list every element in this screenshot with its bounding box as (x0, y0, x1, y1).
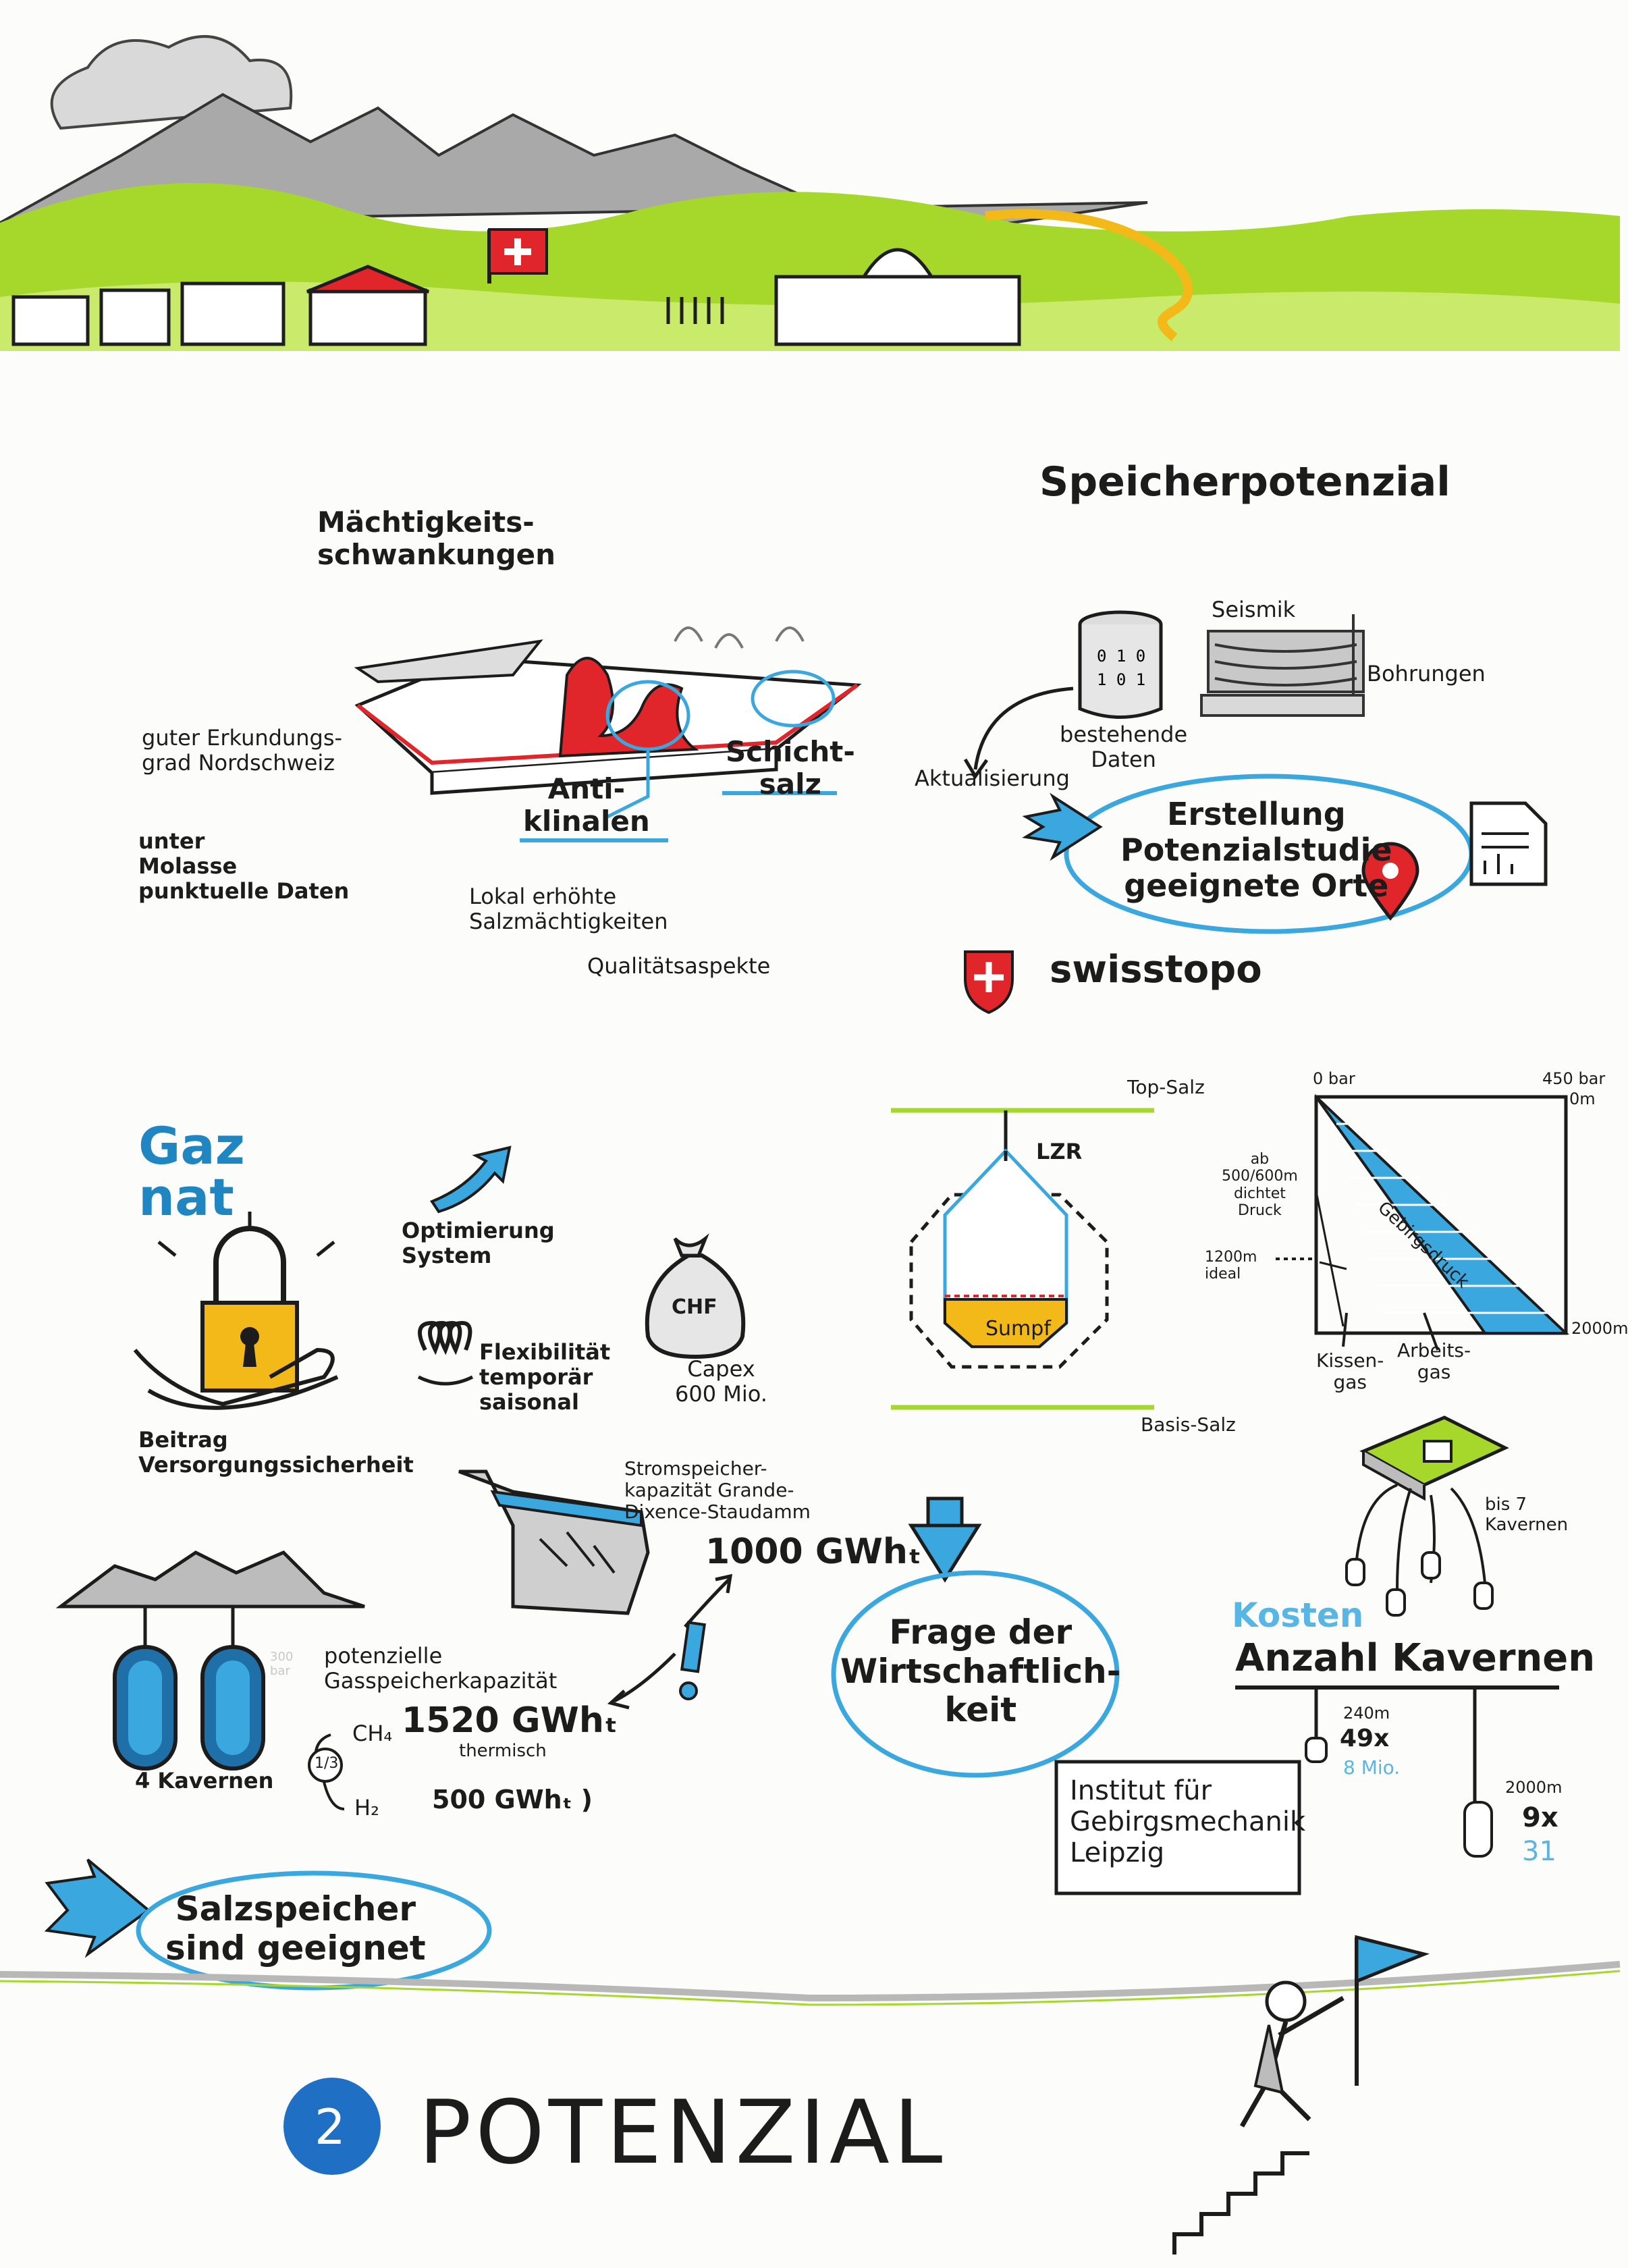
label-kissengas: Kissen- gas (1316, 1349, 1384, 1394)
dam-drawing (459, 1472, 648, 1613)
label-gebirgsdruck: Gebirgsdruck (1374, 1197, 1473, 1293)
label-500-gwh: 500 GWhₜ ) (432, 1785, 593, 1814)
label-sumpf: Sumpf (985, 1317, 1051, 1341)
label-kosten: Kosten (1232, 1596, 1364, 1635)
label-aktualisierung: Aktualisierung (915, 765, 1070, 791)
label-optimierung: Optimierung System (402, 1218, 555, 1268)
label-2000m-cost: 2000m (1505, 1778, 1563, 1797)
label-1000-gwh: 1000 GWhₜ (705, 1532, 922, 1572)
label-top-salz: Top-Salz (1127, 1076, 1205, 1098)
label-guter-erkundungsgrad: guter Erkundungs- grad Nordschweiz (142, 725, 343, 776)
label-9x: 9x (1522, 1802, 1558, 1833)
label-arbeitsgas: Arbeits- gas (1397, 1339, 1471, 1384)
label-anzahl-kavernen: Anzahl Kavernen (1235, 1636, 1596, 1680)
label-schichtsalz: Schicht- salz (726, 735, 855, 801)
label-beitrag: Beitrag Versorgungssicherheit (138, 1427, 414, 1478)
data-cylinder (1080, 612, 1161, 718)
label-0m: 0m (1569, 1089, 1596, 1108)
label-ch4: CH₄ (352, 1721, 393, 1746)
label-ab-500: ab 500/600m dichtet Druck (1222, 1151, 1298, 1219)
seismik-graphic (1201, 614, 1363, 716)
label-31: 31 (1522, 1836, 1556, 1867)
label-thermisch: thermisch (459, 1741, 547, 1761)
pressure-chart (1276, 1097, 1566, 1350)
label-8-mio: 8 Mio. (1343, 1756, 1401, 1779)
cavern-diagram (891, 1110, 1154, 1407)
label-stromspeicher: Stromspeicher- kapazität Grande- Dixence-Staudamm (624, 1457, 811, 1523)
label-1200m-ideal: 1200m ideal (1205, 1249, 1257, 1283)
label-basis-salz: Basis-Salz (1141, 1413, 1236, 1436)
label-salzspeicher: Salzspeicher sind geeignet (165, 1889, 426, 1968)
label-h2: H₂ (354, 1795, 379, 1820)
small-cavern (1306, 1738, 1326, 1762)
label-bestehende-daten: bestehende Daten (1060, 722, 1188, 772)
label-flexibilitaet: Flexibilität temporär saisonal (479, 1339, 611, 1415)
storage-board (1347, 1418, 1505, 1615)
blue-arrow-salz (47, 1860, 148, 1954)
label-4-kavernen: 4 Kavernen (135, 1768, 274, 1793)
exclamation-icon (680, 1623, 705, 1699)
svg-text:0 1 0: 0 1 0 (1097, 647, 1146, 666)
optimierung-arrow (432, 1148, 510, 1212)
aktualisierung-arrow (975, 688, 1073, 770)
arrow-up-1000 (685, 1580, 729, 1627)
label-240m: 240m (1343, 1704, 1390, 1723)
label-potenzielle: potenzielle Gasspeicherkapazität (324, 1643, 558, 1694)
label-seismik: Seismik (1212, 597, 1296, 622)
label-swisstopo: swisstopo (1050, 948, 1262, 992)
label-lokal-erhoehte: Lokal erhöhte Salzmächtigkeiten (469, 884, 668, 934)
label-capex: Capex 600 Mio. (675, 1356, 767, 1407)
label-unter-molasse: unter Molasse punktuelle Daten (138, 828, 350, 904)
lock-icon (159, 1212, 334, 1390)
maechtigkeit-title: Mächtigkeits- schwankungen (317, 506, 556, 572)
mountain-caverns (61, 1552, 364, 1769)
speicherpotenzial-title: Speicherpotenzial (1039, 458, 1450, 506)
label-antiklinalen: Anti- klinalen (523, 772, 650, 838)
label-bis-7: bis 7 Kavernen (1485, 1494, 1569, 1535)
footer-title: POTENZIAL (418, 2081, 947, 2184)
document-icon (1471, 803, 1546, 884)
label-bubble-note: 300 bar (270, 1650, 294, 1678)
gaznat-logo: Gaz nat (138, 1116, 245, 1227)
flex-squiggle (420, 1323, 470, 1350)
label-450-bar: 450 bar (1542, 1069, 1606, 1088)
label-qualitaetsaspekte: Qualitätsaspekte (587, 953, 771, 979)
label-0-bar: 0 bar (1313, 1069, 1355, 1088)
label-chf: CHF (672, 1295, 717, 1319)
label-fraction: 1/3 (315, 1755, 339, 1772)
blue-arrow-studie (1026, 796, 1100, 857)
label-potenzialstudie: Erstellung Potenzialstudie geeignete Orte (1120, 796, 1392, 904)
label-institut: Institut für Gebirgsmechanik Leipzig (1070, 1775, 1306, 1868)
label-lzr: LZR (1036, 1139, 1083, 1164)
label-bohrungen: Bohrungen (1367, 661, 1486, 686)
label-49x: 49x (1340, 1725, 1390, 1752)
swiss-shield-icon (965, 952, 1012, 1013)
label-frage: Frage der Wirtschaftlich- keit (840, 1613, 1121, 1729)
large-cavern (1465, 1802, 1492, 1856)
svg-text:1 0 1: 1 0 1 (1097, 670, 1146, 689)
label-1520-gwh: 1520 GWhₜ (402, 1700, 618, 1741)
footer-number: 2 (315, 2099, 346, 2155)
label-2000m: 2000m (1571, 1319, 1628, 1338)
landscape-banner (0, 36, 1620, 351)
